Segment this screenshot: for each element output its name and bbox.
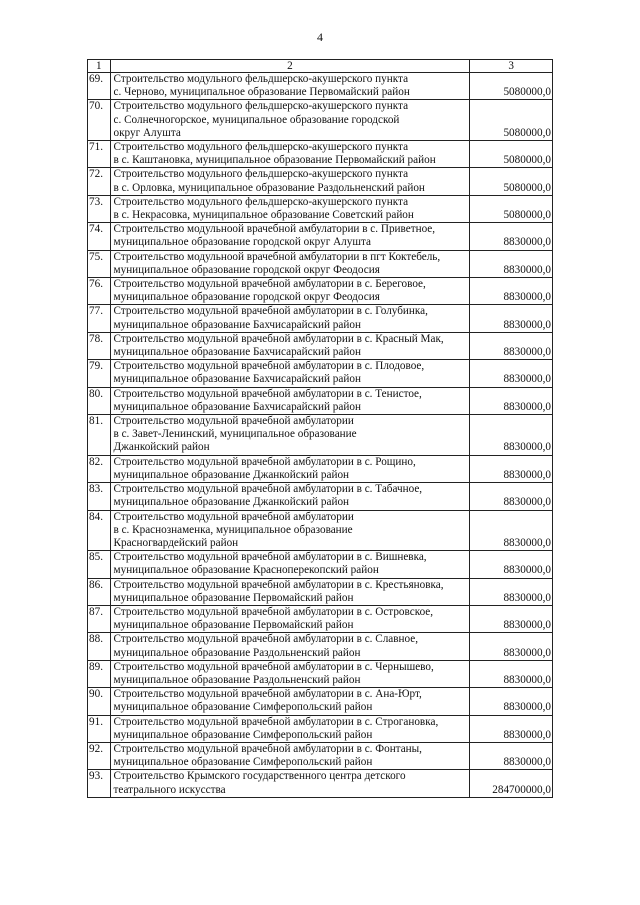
description-line: в с. Некрасовка, муниципальное образование Советский район	[113, 209, 414, 222]
description-line: Строительство модульной врачебной амбулатории	[113, 510, 354, 523]
description-line: Строительство модульной врачебной амбулатории в с. Островское,	[113, 605, 434, 618]
row-description	[110, 483, 470, 510]
row-number: 80.	[88, 387, 111, 414]
table-row	[88, 305, 553, 332]
column-header-description: 2	[110, 60, 470, 73]
description-line: муниципальное образование Симферопольский район	[113, 728, 373, 741]
description-line: муниципальное образование Раздольненский район	[113, 673, 361, 686]
description-line: Строительство модульной врачебной амбулатории в с. Красный Мак,	[113, 332, 444, 345]
row-amount: 5080000,0	[470, 141, 553, 168]
row-amount: 5080000,0	[470, 168, 553, 195]
row-description	[110, 742, 470, 769]
table-row	[88, 360, 553, 387]
row-number: 77.	[88, 305, 111, 332]
table-row	[88, 715, 553, 742]
row-description	[110, 332, 470, 359]
row-number: 76.	[88, 278, 111, 305]
row-description	[110, 387, 470, 414]
row-description	[110, 578, 470, 605]
description-line: Строительство модульноой врачебной амбулатории в пгт Коктебель,	[113, 250, 441, 263]
row-amount: 8830000,0	[470, 250, 553, 277]
row-amount: 8830000,0	[470, 660, 553, 687]
description-line: Строительство модульной врачебной амбулатории в с. Чернышево,	[113, 660, 434, 673]
row-description	[110, 100, 470, 141]
row-amount: 5080000,0	[470, 195, 553, 222]
row-amount: 8830000,0	[470, 605, 553, 632]
table-row	[88, 770, 553, 797]
row-amount: 8830000,0	[470, 633, 553, 660]
row-description	[110, 605, 470, 632]
table-header-row	[88, 60, 553, 73]
description-line: муниципальное образование Красноперекопский район	[113, 564, 379, 577]
description-line: округ Алушта	[113, 126, 181, 139]
row-description	[110, 455, 470, 482]
description-line: в с. Завет-Ленинский, муниципальное образование	[113, 428, 357, 441]
row-amount: 8830000,0	[470, 332, 553, 359]
row-description	[110, 168, 470, 195]
description-line: в с. Краснознаменка, муниципальное образование	[113, 523, 353, 536]
description-line: Строительство модульной врачебной амбулатории в с. Ана-Юрт,	[113, 688, 422, 701]
description-line: Строительство модульного фельдшерско-акушерского пункта	[113, 168, 409, 181]
row-number: 82.	[88, 455, 111, 482]
row-description	[110, 223, 470, 250]
row-number: 79.	[88, 360, 111, 387]
table-row	[88, 278, 553, 305]
description-line: муниципальное образование Симферопольский район	[113, 701, 373, 714]
row-number: 74.	[88, 223, 111, 250]
description-line: театрального искусства	[113, 783, 226, 796]
table-row	[88, 551, 553, 578]
description-line: Строительство модульной врачебной амбулатории в с. Славное,	[113, 633, 419, 646]
description-line: Строительство модульной врачебной амбулатории в с. Крестьяновка,	[113, 578, 444, 591]
row-number: 73.	[88, 195, 111, 222]
column-header-amount: 3	[470, 60, 553, 73]
row-amount: 5080000,0	[470, 73, 553, 100]
description-line: Строительство модульного фельдшерско-акушерского пункта	[113, 100, 409, 113]
description-line: муниципальное образование Бахчисарайский район	[113, 400, 361, 413]
description-line: Строительство модульной врачебной амбулатории в с. Вишневка,	[113, 551, 427, 564]
description-line: муниципальное образование Первомайский район	[113, 619, 354, 632]
row-description	[110, 195, 470, 222]
table-row	[88, 455, 553, 482]
row-number: 89.	[88, 660, 111, 687]
row-amount: 8830000,0	[470, 223, 553, 250]
row-amount: 5080000,0	[470, 100, 553, 141]
table-row	[88, 578, 553, 605]
row-number: 81.	[88, 415, 111, 456]
table-row	[88, 510, 553, 551]
table-row	[88, 73, 553, 100]
description-line: Джанкойский район	[113, 441, 210, 454]
page-number: 4	[317, 30, 323, 44]
description-line: муниципальное образование Бахчисарайский район	[113, 373, 361, 386]
description-line: муниципальное образование городской округ Феодосия	[113, 291, 380, 304]
table-row	[88, 742, 553, 769]
row-amount: 8830000,0	[470, 551, 553, 578]
table-row	[88, 633, 553, 660]
column-header-number: 1	[88, 60, 111, 73]
row-number: 69.	[88, 73, 111, 100]
table-row	[88, 483, 553, 510]
description-line: Строительство Крымского государственного центра детского	[113, 770, 406, 783]
description-line: муниципальное образование городской округ Алушта	[113, 236, 371, 249]
description-line: муниципальное образование Джанкойский район	[113, 496, 350, 509]
row-amount: 8830000,0	[470, 415, 553, 456]
row-description	[110, 770, 470, 797]
description-line: муниципальное образование Бахчисарайский район	[113, 346, 361, 359]
description-line: муниципальное образование городской округ Феодосия	[113, 263, 380, 276]
description-line: Строительство модульного фельдшерско-акушерского пункта	[113, 73, 409, 85]
table-row	[88, 688, 553, 715]
row-description	[110, 688, 470, 715]
row-number: 90.	[88, 688, 111, 715]
row-description	[110, 73, 470, 100]
row-number: 88.	[88, 633, 111, 660]
row-number: 72.	[88, 168, 111, 195]
table-row	[88, 660, 553, 687]
description-line: Строительство модульноой врачебной амбулатории в с. Приветное,	[113, 223, 436, 236]
row-description	[110, 415, 470, 456]
description-line: Строительство модульной врачебной амбулатории в с. Береговое,	[113, 278, 426, 291]
description-line: муниципальное образование Раздольненский район	[113, 646, 361, 659]
description-line: Строительство модульного фельдшерско-акушерского пункта	[113, 141, 409, 154]
table-row	[88, 387, 553, 414]
table-row	[88, 195, 553, 222]
table-row	[88, 100, 553, 141]
row-number: 75.	[88, 250, 111, 277]
row-description	[110, 551, 470, 578]
description-line: Строительство модульной врачебной амбулатории в с. Тенистое,	[113, 387, 422, 400]
row-description	[110, 141, 470, 168]
description-line: Строительство модульной врачебной амбулатории в с. Голубинка,	[113, 305, 428, 318]
table-row	[88, 332, 553, 359]
row-amount: 8830000,0	[470, 305, 553, 332]
description-line: Строительство модульной врачебной амбулатории в с. Рощино,	[113, 455, 416, 468]
description-line: Строительство модульного фельдшерско-акушерского пункта	[113, 195, 409, 208]
description-line: Строительство модульной врачебной амбулатории в с. Табачное,	[113, 483, 423, 496]
description-line: Строительство модульной врачебной амбулатории в с. Фонтаны,	[113, 742, 422, 755]
row-amount: 8830000,0	[470, 387, 553, 414]
table-row	[88, 168, 553, 195]
description-line: муниципальное образование Джанкойский район	[113, 468, 350, 481]
row-description	[110, 305, 470, 332]
row-number: 86.	[88, 578, 111, 605]
row-number: 93.	[88, 770, 111, 797]
row-description	[110, 278, 470, 305]
row-number: 84.	[88, 510, 111, 551]
table-row	[88, 141, 553, 168]
row-amount: 8830000,0	[470, 742, 553, 769]
row-description	[110, 250, 470, 277]
table-row	[88, 605, 553, 632]
row-number: 85.	[88, 551, 111, 578]
description-line: муниципальное образование Бахчисарайский район	[113, 318, 361, 331]
description-line: с. Солнечногорское, муниципальное образование городской	[113, 113, 400, 126]
row-description	[110, 510, 470, 551]
row-number: 83.	[88, 483, 111, 510]
row-number: 70.	[88, 100, 111, 141]
row-amount: 8830000,0	[470, 688, 553, 715]
row-number: 71.	[88, 141, 111, 168]
description-line: в с. Каштановка, муниципальное образование Первомайский район	[113, 154, 436, 167]
table-row	[88, 223, 553, 250]
row-amount: 8830000,0	[470, 578, 553, 605]
row-number: 78.	[88, 332, 111, 359]
description-line: муниципальное образование Первомайский район	[113, 591, 354, 604]
row-amount: 8830000,0	[470, 455, 553, 482]
row-amount: 8830000,0	[470, 483, 553, 510]
description-line: Строительство модульной врачебной амбулатории	[113, 415, 354, 428]
description-line: в с. Орловка, муниципальное образование Раздольненский район	[113, 181, 425, 194]
row-amount: 8830000,0	[470, 360, 553, 387]
row-amount: 8830000,0	[470, 715, 553, 742]
row-number: 92.	[88, 742, 111, 769]
row-description	[110, 360, 470, 387]
description-line: Красногвардейский район	[113, 536, 239, 549]
row-amount: 8830000,0	[470, 278, 553, 305]
row-number: 91.	[88, 715, 111, 742]
row-description	[110, 715, 470, 742]
description-line: Строительство модульной врачебной амбулатории в с. Плодовое,	[113, 360, 425, 373]
funding-table	[87, 59, 553, 798]
table-row	[88, 415, 553, 456]
description-line: муниципальное образование Симферопольский район	[113, 756, 373, 769]
row-description	[110, 633, 470, 660]
table-body	[88, 73, 553, 798]
row-amount: 8830000,0	[470, 510, 553, 551]
row-number: 87.	[88, 605, 111, 632]
description-line: Строительство модульной врачебной амбулатории в с. Строгановка,	[113, 715, 439, 728]
table-row	[88, 250, 553, 277]
row-description	[110, 660, 470, 687]
description-line: с. Черново, муниципальное образование Первомайский район	[113, 86, 410, 99]
row-amount: 284700000,0	[470, 770, 553, 797]
